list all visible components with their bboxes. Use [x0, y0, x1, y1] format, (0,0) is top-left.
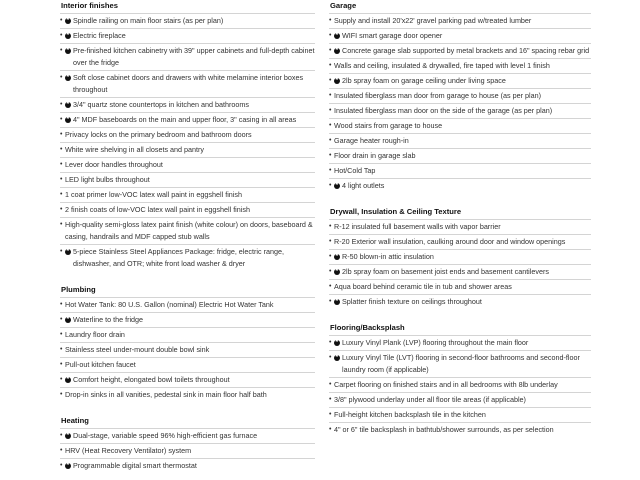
item-text: Drop-in sinks in all vanities, pedestal sink in main floor half bath [65, 390, 267, 399]
bullet-icon: • [60, 206, 63, 213]
left-column [60, 1, 315, 473]
list-item [329, 264, 591, 279]
bullet-icon: • [60, 161, 63, 168]
item-text: Wood stairs from garage to house [334, 121, 443, 130]
bullet-icon: • [329, 268, 332, 275]
section-heading: Garage [330, 1, 357, 10]
bullet-icon: • [329, 223, 332, 230]
section-flooring-backsplash [329, 323, 591, 437]
item-text: WIFI smart garage door opener [342, 31, 443, 40]
item-text: Pull-out kitchen faucet [65, 360, 136, 369]
item-text: Waterline to the fridge [73, 315, 144, 324]
list-item [329, 118, 591, 133]
item-text: Soft close cabinet doors and drawers with white melamine interior boxes throughout [73, 73, 304, 94]
list-item [60, 297, 315, 312]
item-text: Electric fireplace [73, 31, 126, 40]
item-text: 3/4" quartz stone countertops in kitchen and bathrooms [73, 100, 249, 109]
item-text: 2 finish coats of low-VOC latex wall paint in eggshell finish [65, 205, 250, 214]
bullet-icon: • [60, 32, 63, 39]
list-item [329, 407, 591, 422]
section-heading: Heating [61, 416, 89, 425]
item-text: Full-height kitchen backsplash tile in the kitchen [334, 410, 486, 419]
list-item [60, 28, 315, 43]
item-text: Stainless steel under-mount double bowl sink [65, 345, 210, 354]
list-item [60, 187, 315, 202]
list-item [329, 73, 591, 88]
star-badge-icon [65, 117, 71, 123]
section-heading: Flooring/Backsplash [330, 323, 405, 332]
item-text: Splatter finish texture on ceilings throughout [342, 297, 482, 306]
item-text: White wire shelving in all closets and pantry [65, 145, 205, 154]
list-item [329, 58, 591, 73]
item-text: Privacy locks on the primary bedroom and bathroom doors [65, 130, 252, 139]
bullet-icon: • [329, 426, 332, 433]
star-badge-icon [65, 249, 71, 255]
list-item [329, 28, 591, 43]
list-item [60, 127, 315, 142]
list-item [329, 279, 591, 294]
list-item [329, 422, 591, 437]
section-heading: Interior finishes [61, 1, 118, 10]
bullet-icon: • [329, 298, 332, 305]
bullet-icon: • [60, 391, 63, 398]
star-badge-icon [65, 48, 71, 54]
item-text: Insulated fiberglass man door from garage to house (as per plan) [334, 91, 541, 100]
list-item [329, 234, 591, 249]
right-column [329, 1, 591, 437]
bullet-icon: • [329, 253, 332, 260]
item-text: Aqua board behind ceramic tile in tub and shower areas [334, 282, 512, 291]
list-item [329, 219, 591, 234]
item-text: Concrete garage slab supported by metal brackets and 16" spacing rebar grid [342, 46, 590, 55]
item-text: 4" MDF baseboards on the main and upper floor, 3" casing in all areas [73, 115, 297, 124]
list-item [60, 357, 315, 372]
star-badge-icon [65, 75, 71, 81]
list-item [329, 133, 591, 148]
list-item [60, 428, 315, 443]
item-text: Hot Water Tank: 80 U.S. Gallon (nominal) Electric Hot Water Tank [65, 300, 274, 309]
bullet-icon: • [60, 116, 63, 123]
bullet-icon: • [329, 411, 332, 418]
list-item [60, 443, 315, 458]
item-text: 3/8" plywood underlay under all floor tile areas (if applicable) [334, 395, 526, 404]
bullet-icon: • [60, 131, 63, 138]
item-text: Floor drain in garage slab [334, 151, 416, 160]
bullet-icon: • [60, 346, 63, 353]
item-text: 5-piece Stainless Steel Appliances Package: fridge, electric range, dishwasher, and OTR; white front load washer & dryer [73, 247, 284, 268]
list-item [60, 70, 315, 97]
bullet-icon: • [329, 47, 332, 54]
star-badge-icon [334, 78, 340, 84]
bullet-icon: • [329, 152, 332, 159]
item-text: Supply and install 20'x22' gravel parking pad w/treated lumber [334, 16, 532, 25]
bullet-icon: • [60, 17, 63, 24]
star-badge-icon [334, 340, 340, 346]
bullet-icon: • [60, 432, 63, 439]
list-item [60, 112, 315, 127]
bullet-icon: • [329, 283, 332, 290]
bullet-icon: • [329, 167, 332, 174]
bullet-icon: • [60, 361, 63, 368]
list-item [329, 103, 591, 118]
bullet-icon: • [60, 248, 63, 255]
star-badge-icon [334, 269, 340, 275]
section-heating [60, 416, 315, 473]
item-text: Luxury Vinyl Tile (LVT) flooring in second-floor bathrooms and second-floor laundry room (if applicable) [342, 353, 580, 374]
bullet-icon: • [60, 462, 63, 469]
bullet-icon: • [60, 74, 63, 81]
list-item [329, 350, 591, 377]
item-text: Pre-finished kitchen cabinetry with 39" upper cabinets and full-depth cabinet over the fridge [73, 46, 315, 67]
section-plumbing [60, 285, 315, 402]
star-badge-icon [334, 254, 340, 260]
item-text: Walls and ceiling, insulated & drywalled, fire taped with level 1 finish [334, 61, 550, 70]
list-item [329, 43, 591, 58]
bullet-icon: • [60, 191, 63, 198]
bullet-icon: • [60, 47, 63, 54]
bullet-icon: • [60, 447, 63, 454]
bullet-icon: • [60, 376, 63, 383]
section-heading: Plumbing [61, 285, 96, 294]
item-text: Luxury Vinyl Plank (LVP) flooring throughout the main floor [342, 338, 529, 347]
list-item [329, 163, 591, 178]
star-badge-icon [65, 463, 71, 469]
list-item [60, 43, 315, 70]
bullet-icon: • [329, 238, 332, 245]
bullet-icon: • [60, 301, 63, 308]
item-text: 4" or 6" tile backsplash in bathtub/shower surrounds, as per selection [334, 425, 554, 434]
bullet-icon: • [329, 381, 332, 388]
star-badge-icon [65, 33, 71, 39]
list-item [329, 148, 591, 163]
list-item [329, 335, 591, 350]
item-text: Laundry floor drain [65, 330, 125, 339]
star-badge-icon [334, 355, 340, 361]
item-text: Hot/Cold Tap [334, 166, 376, 175]
item-text: Insulated fiberglass man door on the side of the garage (as per plan) [334, 106, 553, 115]
item-text: High-quality semi-gloss latex paint finish (white colour) on doors, baseboard & casing, handrails and MDF capped stub walls [65, 220, 313, 241]
section-garage [329, 1, 591, 193]
list-item [329, 88, 591, 103]
list-item [60, 327, 315, 342]
item-text: Spindle railing on main floor stairs (as per plan) [73, 16, 224, 25]
list-item [329, 377, 591, 392]
item-text: Comfort height, elongated bowl toilets throughout [73, 375, 230, 384]
item-text: Lever door handles throughout [65, 160, 163, 169]
item-text: LED light bulbs throughout [65, 175, 150, 184]
bullet-icon: • [329, 17, 332, 24]
bullet-icon: • [329, 32, 332, 39]
list-item [60, 97, 315, 112]
list-item [329, 249, 591, 264]
list-item [60, 312, 315, 327]
star-badge-icon [334, 183, 340, 189]
list-item [60, 217, 315, 244]
bullet-icon: • [329, 92, 332, 99]
list-item [60, 142, 315, 157]
bullet-icon: • [329, 396, 332, 403]
bullet-icon: • [329, 107, 332, 114]
bullet-icon: • [60, 331, 63, 338]
star-badge-icon [334, 299, 340, 305]
section-drywall-insulation-ceiling-texture [329, 207, 591, 309]
list-item [60, 157, 315, 172]
list-item [60, 372, 315, 387]
bullet-icon: • [60, 221, 63, 228]
list-item [60, 172, 315, 187]
item-text: 2lb spray foam on basement joist ends and basement cantilevers [342, 267, 549, 276]
bullet-icon: • [329, 62, 332, 69]
star-badge-icon [65, 317, 71, 323]
section-interior-finishes [60, 1, 315, 271]
list-item [60, 387, 315, 402]
item-text: HRV (Heat Recovery Ventilator) system [65, 446, 192, 455]
list-item [329, 13, 591, 28]
item-text: R-20 Exterior wall insulation, caulking around door and window openings [334, 237, 566, 246]
list-item [60, 13, 315, 28]
item-text: Carpet flooring on finished stairs and in all bedrooms with 8lb underlay [334, 380, 558, 389]
list-item [329, 294, 591, 309]
star-badge-icon [334, 33, 340, 39]
item-text: Garage heater rough-in [334, 136, 409, 145]
star-badge-icon [65, 102, 71, 108]
list-item [60, 342, 315, 357]
bullet-icon: • [329, 122, 332, 129]
item-text: 1 coat primer low-VOC latex wall paint in eggshell finish [65, 190, 242, 199]
bullet-icon: • [329, 77, 332, 84]
item-text: Programmable digital smart thermostat [73, 461, 197, 470]
bullet-icon: • [329, 137, 332, 144]
section-heading: Drywall, Insulation & Ceiling Texture [330, 207, 462, 216]
star-badge-icon [65, 433, 71, 439]
list-item [60, 244, 315, 271]
list-item [60, 202, 315, 217]
list-item [60, 458, 315, 473]
bullet-icon: • [60, 316, 63, 323]
star-badge-icon [65, 377, 71, 383]
bullet-icon: • [329, 182, 332, 189]
item-text: R-12 insulated full basement walls with vapor barrier [334, 222, 501, 231]
item-text: R-50 blown-in attic insulation [342, 252, 434, 261]
bullet-icon: • [60, 146, 63, 153]
list-item [329, 392, 591, 407]
item-text: Dual-stage, variable speed 96% high-efficient gas furnace [73, 431, 258, 440]
star-badge-icon [334, 48, 340, 54]
item-text: 2lb spray foam on garage ceiling under living space [342, 76, 506, 85]
bullet-icon: • [60, 176, 63, 183]
bullet-icon: • [329, 339, 332, 346]
bullet-icon: • [60, 101, 63, 108]
bullet-icon: • [329, 354, 332, 361]
item-text: 4 light outlets [342, 181, 385, 190]
list-item [329, 178, 591, 193]
star-badge-icon [65, 18, 71, 24]
